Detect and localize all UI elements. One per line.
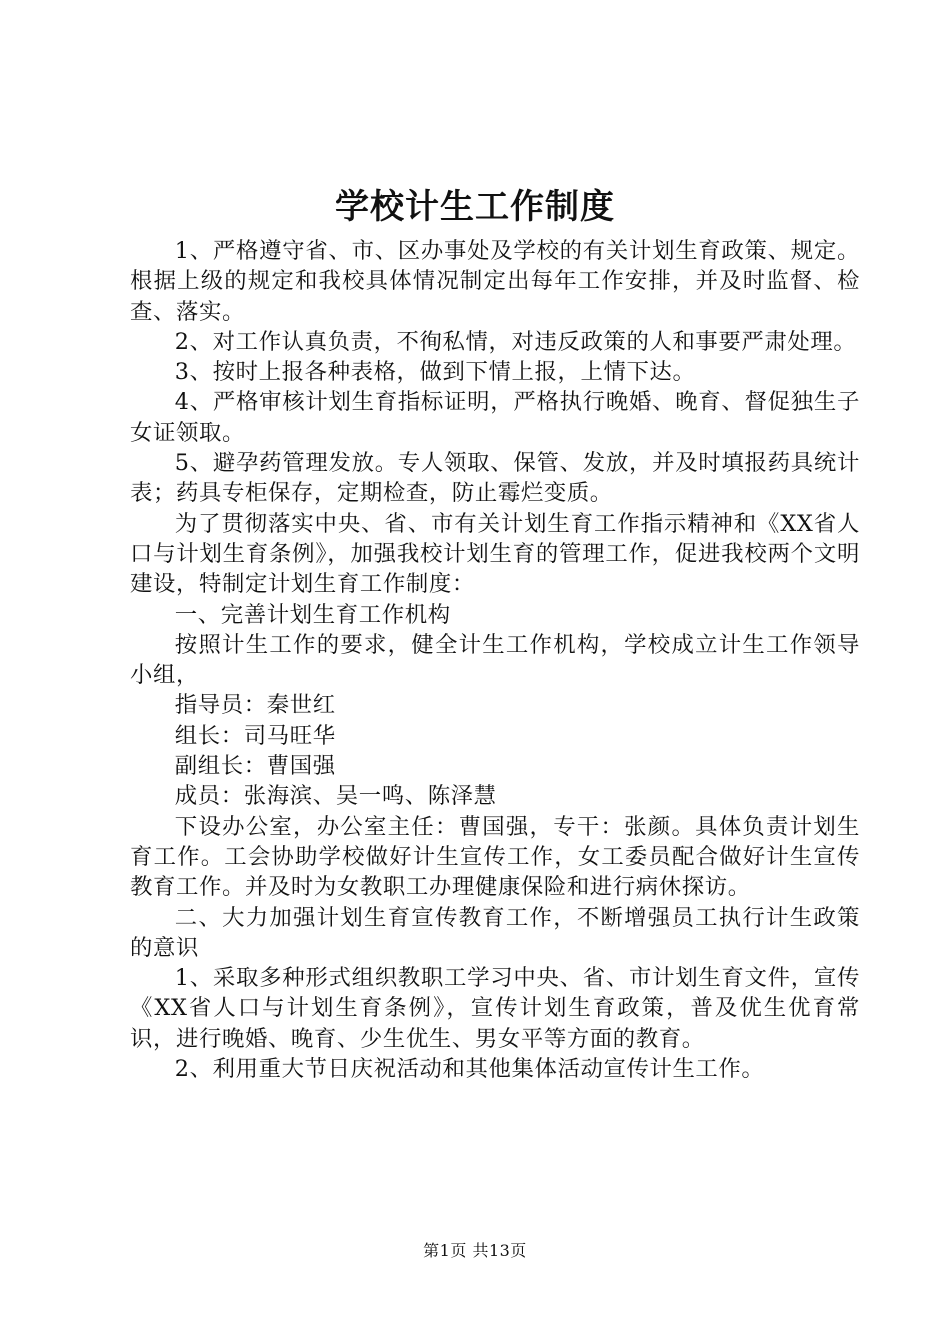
paragraph-rule-3: 3、按时上报各种表格，做到下情上报，上情下达。: [174, 359, 696, 386]
document-title: 学校计生工作制度: [335, 187, 615, 227]
paragraph-education-1: 1、采取多种形式组织教职工学习中央、省、市计划生育文件，宣传《XX省人口与计划生育条例》，宣传计划生育政策，普及优生优育常识，进行晚婚、晚育、少生优生、男女平等方面的教育。: [130, 965, 860, 1052]
member-instructor: 指导员：秦世红: [174, 692, 336, 719]
member-deputy-leader: 副组长：曹国强: [174, 753, 336, 780]
document-body: [130, 236, 860, 1084]
member-leader: 组长：司马旺华: [174, 722, 336, 749]
member-list: 成员：张海滨、吴一鸣、陈泽慧: [174, 783, 497, 810]
paragraph-rule-1: 1、严格遵守省、市、区办事处及学校的有关计划生育政策、规定。根据上级的规定和我校具体情况制定出每年工作安排，并及时监督、检查、落实。: [130, 238, 860, 325]
paragraph-rule-4: 4、严格审核计划生育指标证明，严格执行晚婚、晚育、督促独生子女证领取。: [130, 389, 860, 446]
paragraph-office: 下设办公室，办公室主任：曹国强，专干：张颜。具体负责计划生育工作。工会协助学校做好计生宣传工作，女工委员配合做好计生宣传教育工作。并及时为女教职工办理健康保险和进行病休探访。: [130, 813, 860, 901]
paragraph-rule-5: 5、避孕药管理发放。专人领取、保管、发放，并及时填报药具统计表；药具专柜保存，定期检查，防止霉烂变质。: [130, 450, 860, 507]
section-heading-2: 二、大力加强计划生育宣传教育工作，不断增强员工执行计生政策的意识: [130, 904, 860, 961]
paragraph-rule-2: 2、对工作认真负责，不徇私情，对违反政策的人和事要严肃处理。: [174, 328, 857, 355]
section-heading-1: 一、完善计划生育工作机构: [174, 601, 451, 628]
page-number-footer: 第1页 共13页: [423, 1241, 527, 1260]
paragraph-intro: 为了贯彻落实中央、省、市有关计划生育工作指示精神和《XX省人口与计划生育条例》，加强我校计划生育的管理工作，促进我校两个文明建设，特制定计划生育工作制度：: [130, 510, 860, 598]
paragraph-organization: 按照计生工作的要求，健全计生工作机构，学校成立计生工作领导小组，: [130, 631, 860, 689]
paragraph-education-2: 2、利用重大节日庆祝活动和其他集体活动宣传计生工作。: [174, 1056, 765, 1083]
